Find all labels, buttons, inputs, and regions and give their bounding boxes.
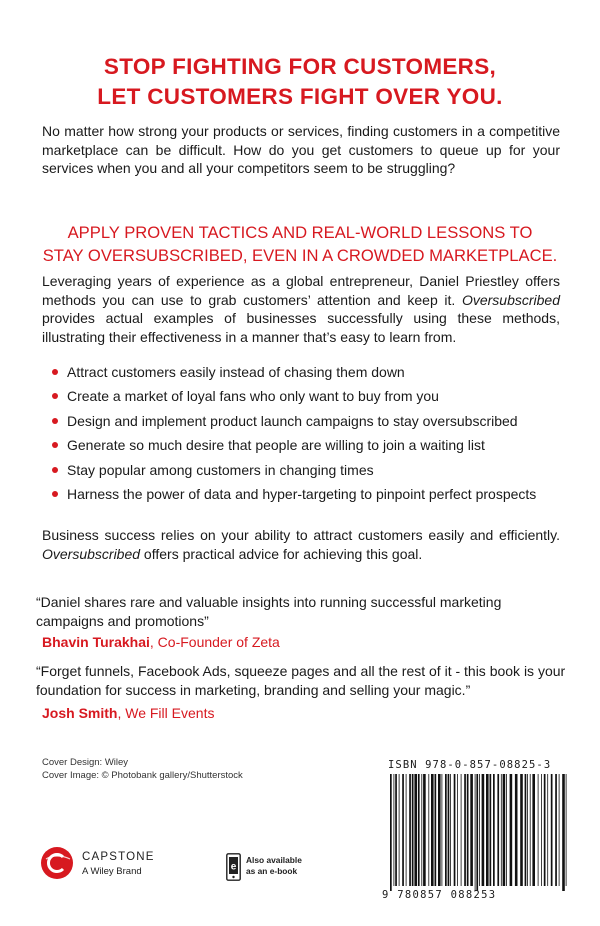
ebook-text-line-2: as an e-book [246, 866, 298, 876]
ebook-icon [226, 853, 241, 881]
bullet-dot-icon [52, 369, 58, 375]
description-paragraph [42, 272, 560, 346]
testimonial-quote-2: “Forget funnels, Facebook Ads, squeeze pages and all the rest of it - this book is your foundation for success in marketing, branding and selling your magic.” [36, 663, 566, 698]
list-item [50, 436, 560, 455]
isbn-label: ISBN 978-0-857-08825-3 [388, 759, 552, 771]
summary-text-2: offers practical advice for achieving this goal. [140, 545, 423, 562]
barcode-digits: 9 780857 088253 [382, 889, 497, 901]
ebook-availability [246, 855, 302, 877]
testimonial-author-name: Bhavin Turakhai [42, 634, 150, 650]
bullet-dot-icon [52, 442, 58, 448]
ebook-text-line-1: Also available [246, 855, 302, 865]
list-item-text: Attract customers easily instead of chasing them down [67, 364, 405, 380]
subheading-line-2: STAY OVERSUBSCRIBED, EVEN IN A CROWDED MARKETPLACE. [42, 246, 558, 265]
list-item [50, 412, 560, 431]
cover-credits [42, 756, 243, 782]
list-item-text: Design and implement product launch campaigns to stay oversubscribed [67, 412, 518, 429]
testimonial-author-role: , Co-Founder of Zeta [149, 634, 280, 650]
testimonial-quote-1: “Daniel shares rare and valuable insights into running successful marketing campaigns and promotions” [36, 594, 502, 629]
list-item [50, 387, 560, 406]
list-item [50, 461, 560, 480]
publisher-tagline: A Wiley Brand [82, 866, 142, 877]
description-text-1: Leveraging years of experience as a global entrepreneur, Daniel Priestley offers methods you can use to grab customers’ attention and keep it. [42, 273, 560, 308]
testimonial-attribution-2 [42, 704, 214, 722]
list-item-text: Stay popular among customers in changing times [67, 461, 374, 478]
benefit-list [50, 363, 560, 509]
list-item-text: Generate so much desire that people are willing to join a waiting list [67, 437, 485, 454]
list-item [50, 363, 560, 382]
subheading [0, 221, 600, 267]
bullet-dot-icon [52, 491, 58, 497]
book-title-italic: Oversubscribed [461, 291, 560, 308]
bullet-dot-icon [52, 467, 58, 473]
publisher-name: CAPSTONE [82, 851, 155, 863]
bullet-dot-icon [52, 418, 58, 424]
bullet-dot-icon [52, 393, 58, 399]
testimonial-author-name: Josh Smith [42, 705, 118, 721]
barcode-icon [388, 774, 568, 891]
list-item [50, 485, 560, 504]
testimonial-attribution-1 [42, 633, 280, 651]
description-text-2: provides actual examples of businesses successfully using these methods, illustrating their effectiveness in a manner that’s easy to learn from. [42, 310, 560, 345]
summary-text-1: Business success relies on your ability to attract customers easily and efficiently. [42, 527, 560, 543]
headline [0, 52, 600, 112]
headline-line-2: LET CUSTOMERS FIGHT OVER YOU. [97, 84, 503, 109]
list-item-text: Harness the power of data and hyper-targeting to pinpoint perfect prospects [67, 485, 537, 502]
book-title-italic: Oversubscribed [42, 545, 141, 562]
subheading-line-1: APPLY PROVEN TACTICS AND REAL-WORLD LESSONS TO [67, 223, 533, 242]
intro-paragraph: No matter how strong your products or services, finding customers in a competitive marketplace can be difficult. How do you get customers to queue up for your services when you and all your competitors seem to be struggling? [42, 123, 560, 177]
svg-text:e: e [230, 861, 237, 873]
testimonial-author-role: , We Fill Events [117, 705, 215, 721]
cover-image-credit: Cover Image: © Photobank gallery/Shutterstock [42, 770, 243, 781]
capstone-logo-icon [40, 846, 74, 880]
cover-design-credit: Cover Design: Wiley [42, 757, 129, 768]
headline-line-1: STOP FIGHTING FOR CUSTOMERS, [103, 54, 497, 79]
list-item-text: Create a market of loyal fans who only want to buy from you [67, 388, 439, 405]
summary-paragraph [42, 526, 560, 563]
